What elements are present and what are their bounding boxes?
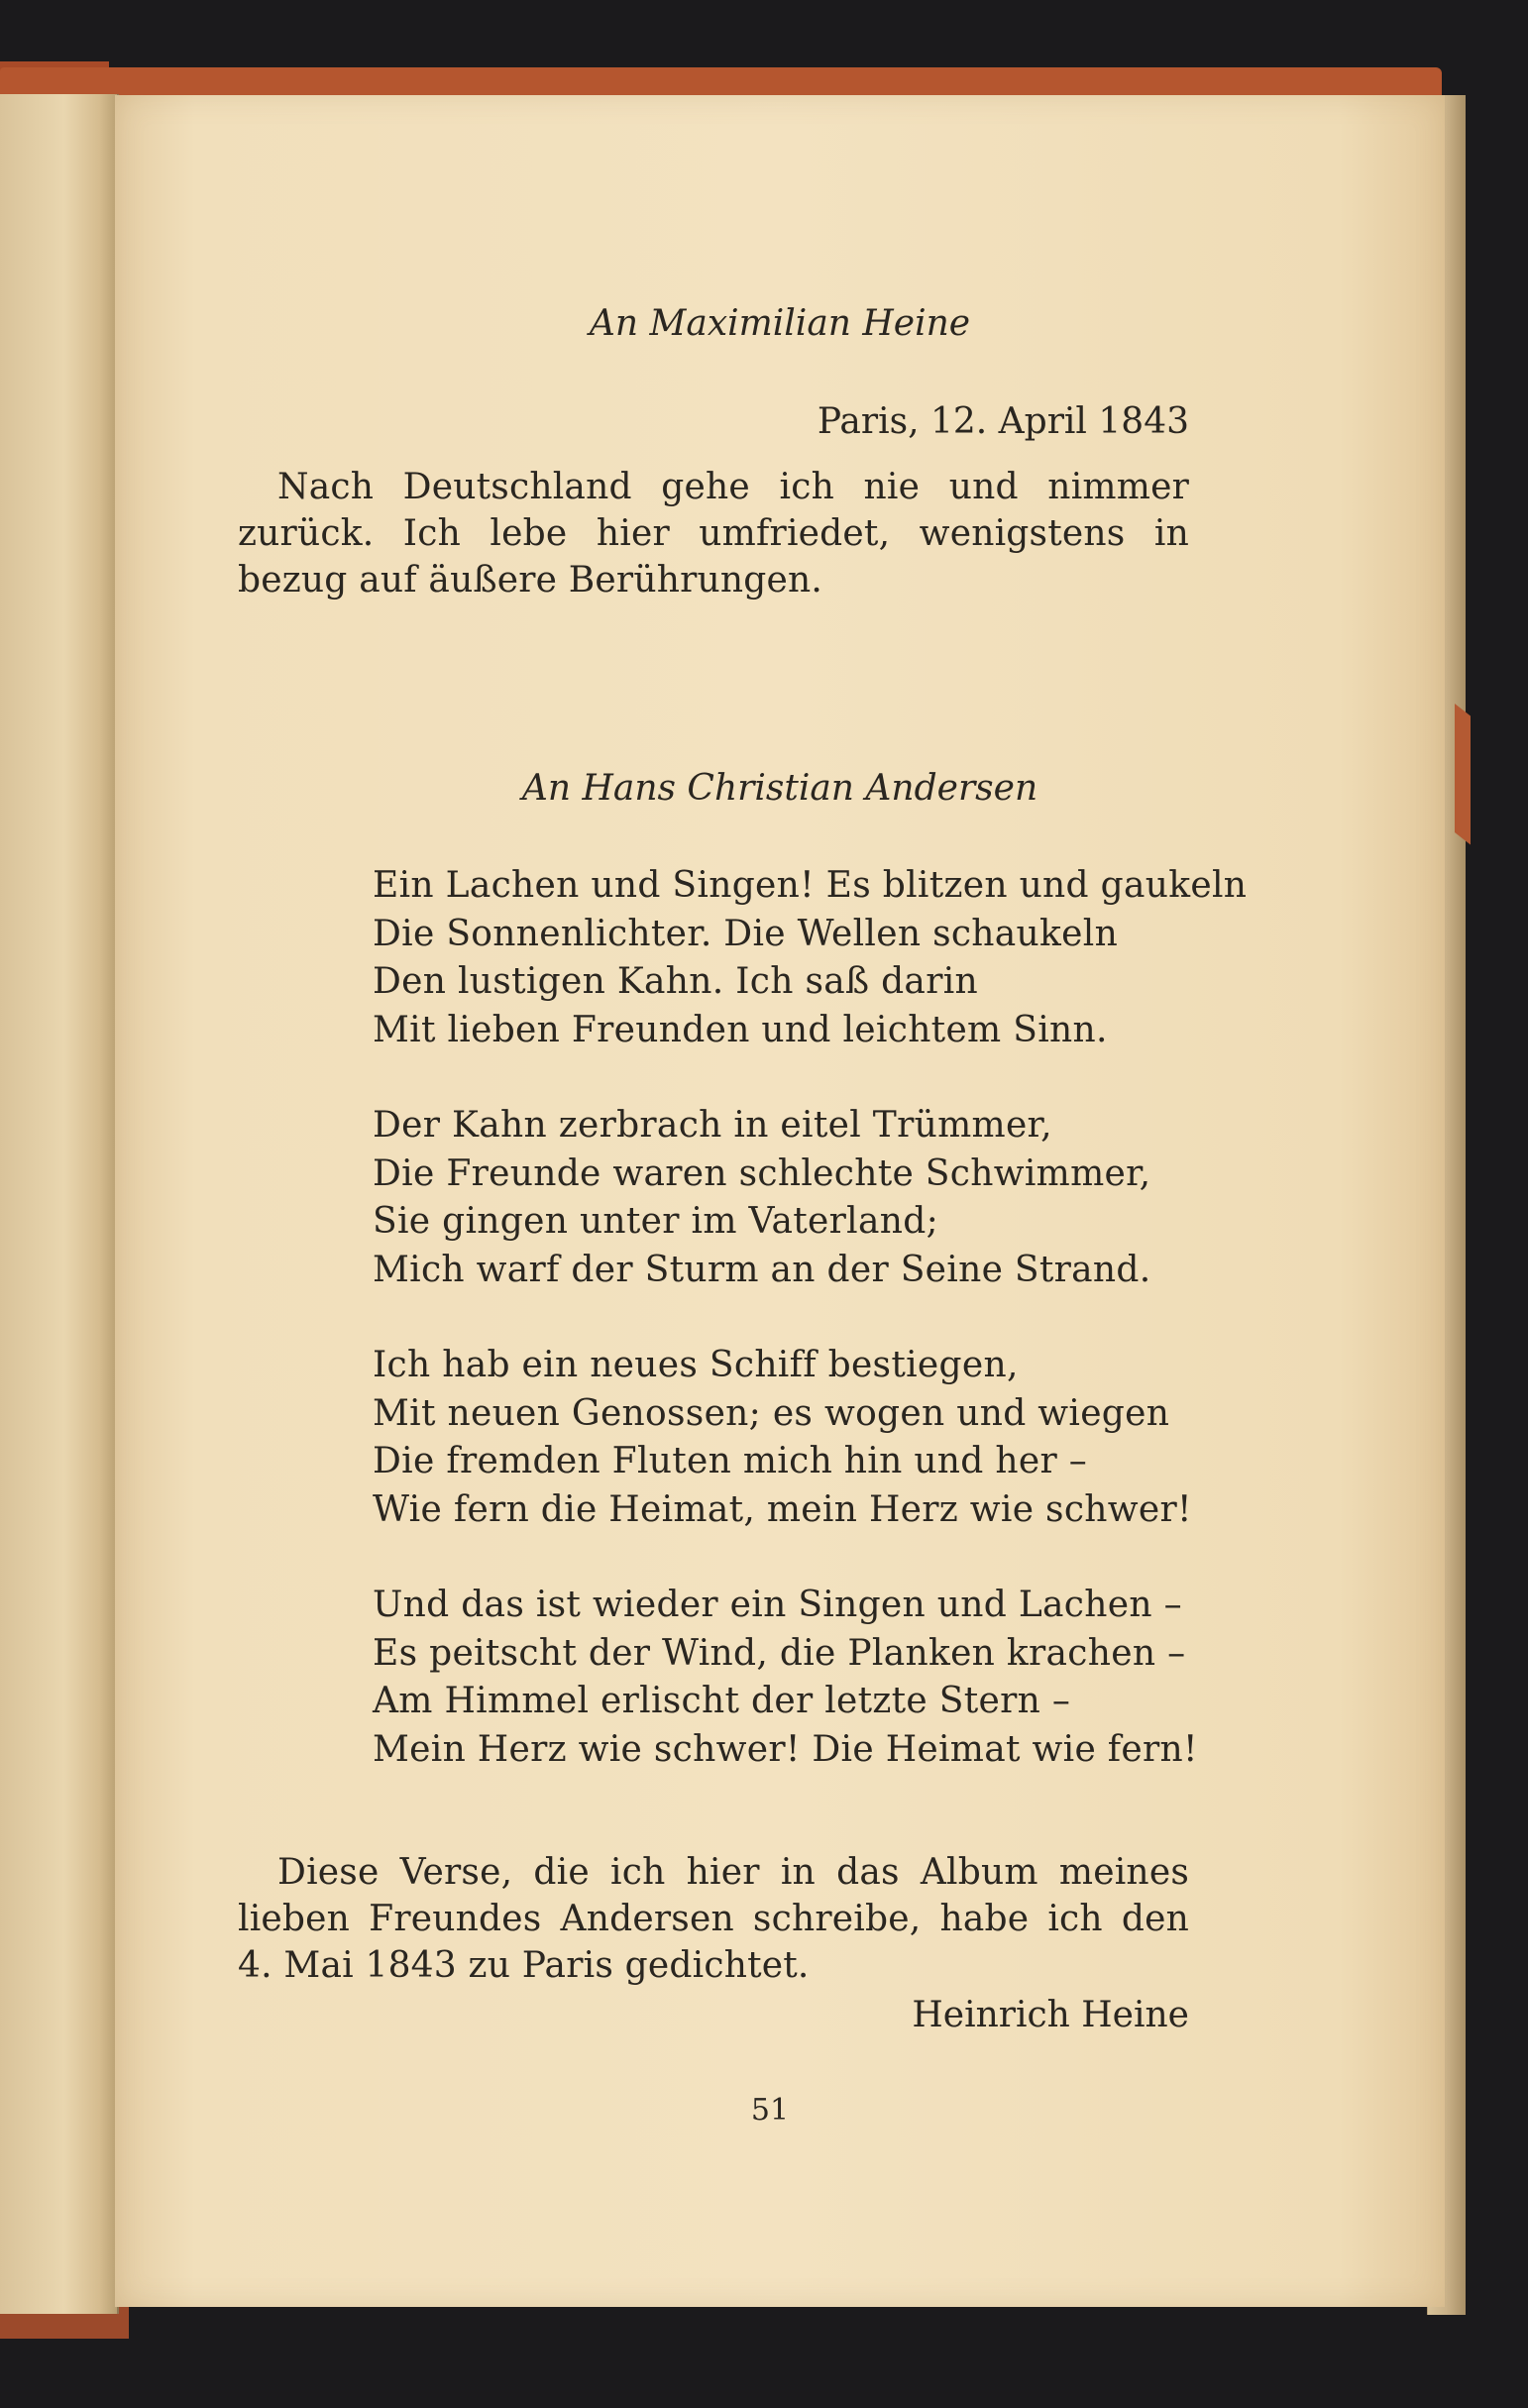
poem-body — [373, 862, 1248, 1821]
verse-line: Ein Lachen und Singen! Es blitzen und gaukeln — [373, 865, 1248, 906]
verse-line: Mit lieben Freunden und leichtem Sinn. — [373, 1009, 1108, 1050]
verse-line: Den lustigen Kahn. Ich saß darin — [373, 961, 978, 1002]
letter-dateline: Paris, 12. April 1843 — [817, 401, 1189, 442]
cover-corner — [1455, 704, 1471, 845]
verse-line: Mit neuen Genossen; es wogen und wiegen — [373, 1392, 1170, 1434]
signature: Heinrich Heine — [912, 1995, 1189, 2035]
verse-line: Und das ist wieder ein Singen und Lachen – — [373, 1585, 1182, 1625]
page-number: 51 — [750, 2093, 790, 2128]
verse-line: Wie fern die Heimat, mein Herz wie schwer! — [373, 1488, 1192, 1530]
verse-line: Mein Herz wie schwer! Die Heimat wie fern! — [373, 1728, 1198, 1770]
poem-heading: An Hans Christian Andersen — [521, 768, 1038, 809]
poem-note — [238, 1849, 1189, 1989]
poem-stanza-3 — [373, 1342, 1205, 1534]
verse-line: Es peitscht der Wind, die Planken krachen – — [373, 1632, 1186, 1674]
poem-note-paragraph: Diese Verse, die ich hier in das Album meines lieben Freundes Andersen schreibe, habe ich den 4. Mai 1843 zu Paris gedichtet. — [238, 1852, 1189, 1986]
verse-line: Die fremden Fluten mich hin und her – — [373, 1441, 1088, 1481]
poem-stanza-1 — [373, 862, 1248, 1054]
verse-line: Mich warf der Sturm an der Seine Strand. — [373, 1249, 1151, 1290]
verse-line: Der Kahn zerbrach in eitel Trümmer, — [373, 1105, 1052, 1146]
letter-heading: An Maximilian Heine — [589, 303, 971, 344]
verse-line: Ich hab ein neues Schiff bestiegen, — [373, 1345, 1019, 1385]
verse-line: Die Freunde waren schlechte Schwimmer, — [373, 1152, 1151, 1194]
letter-body — [238, 464, 1189, 603]
letter-paragraph: Nach Deutschland gehe ich nie und nimmer zurück. Ich lebe hier umfriedet, wenigstens in bezug auf äußere Berührungen. — [238, 467, 1189, 601]
verse-line: Die Sonnenlichter. Die Wellen schaukeln — [373, 913, 1119, 954]
verse-line: Am Himmel erlischt der letzte Stern – — [373, 1681, 1071, 1721]
poem-stanza-2 — [373, 1102, 1205, 1294]
poem-stanza-4 — [373, 1582, 1205, 1774]
verse-line: Sie gingen unter im Vaterland; — [373, 1201, 939, 1242]
facing-page-edge — [0, 94, 119, 2314]
